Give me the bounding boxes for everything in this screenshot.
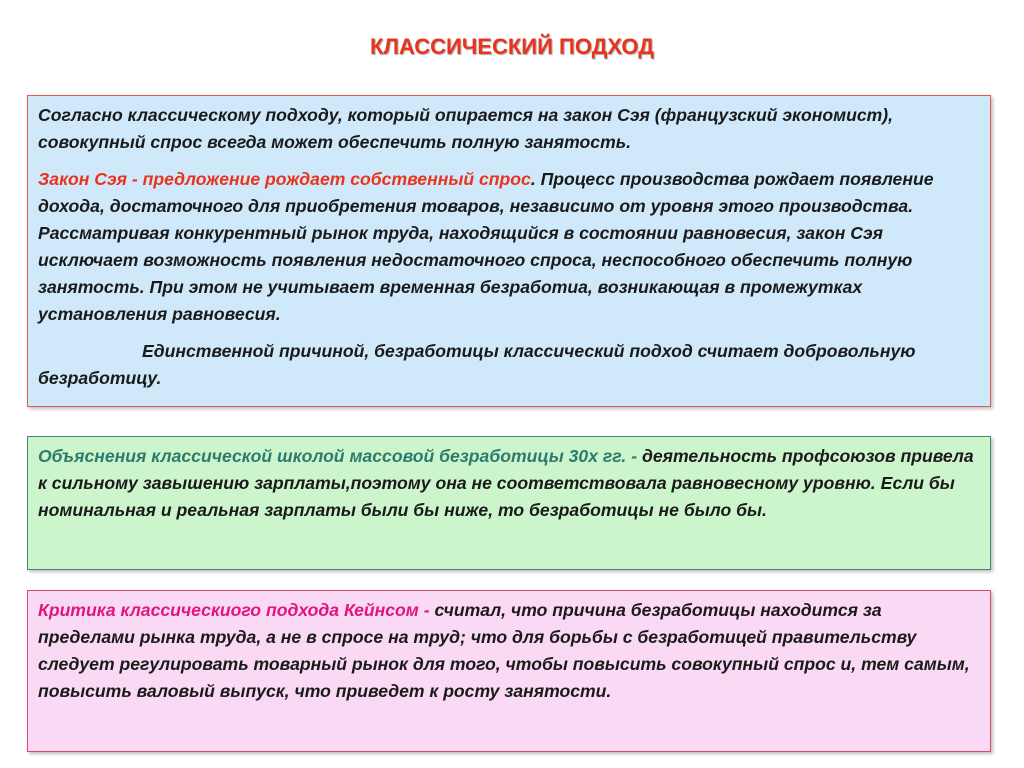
- keynes-critique-text: считал, что причина безработицы находится за пределами рынка труда, а не в спросе на труд; что для борьбы с безработицей правительству следует регулировать товарный рынок для того, чтобы повысить совокупный спрос и, тем самым, повысить валовый выпуск, что приведет к росту занятости.: [38, 600, 970, 701]
- voluntary-unemployment-paragraph: Единственной причиной, безработицы классический подход считает добровольную безработицу.: [38, 341, 916, 388]
- say-law-highlight: Закон Сэя - предложение рождает собственный спрос: [38, 169, 531, 189]
- mass-unemployment-text: деятельность профсоюзов привела к сильному завышению зарплаты,поэтому она не соответствовала равновесному уровню. Если бы номинальная и реальная зарплаты были бы ниже, то безработицы не было бы.: [38, 446, 974, 520]
- keynes-critique-highlight: Критика классическиого подхода Кейнсом -: [38, 600, 435, 620]
- say-law-text: . Процесс производства рождает появление дохода, достаточного для приобретения товаров, независимо от уровня этого производства. Рассматривая конкурентный рынок труда, находящийся в состоянии равновесия, закон Сэя исключает возможность появления недостаточного спроса, неспособного обеспечить полную занятость. При этом не учитывает временная безработиа, возникающая в промежутках установления равновесия.: [38, 169, 934, 324]
- mass-unemployment-paragraph: [38, 443, 980, 524]
- mass-unemployment-box: [27, 436, 991, 570]
- classical-approach-box: [27, 95, 991, 407]
- intro-paragraph: Согласно классическому подходу, который опирается на закон Сэя (французский экономист), совокупный спрос всегда может обеспечить полную занятость.: [38, 105, 894, 152]
- say-law-paragraph: [38, 166, 980, 328]
- mass-unemployment-highlight: Объяснения классической школой массовой безработицы 30х гг. -: [38, 446, 642, 466]
- keynes-critique-paragraph: [38, 597, 980, 705]
- slide-title: КЛАССИЧЕСКИЙ ПОДХОД: [370, 34, 654, 59]
- keynes-critique-box: [27, 590, 991, 752]
